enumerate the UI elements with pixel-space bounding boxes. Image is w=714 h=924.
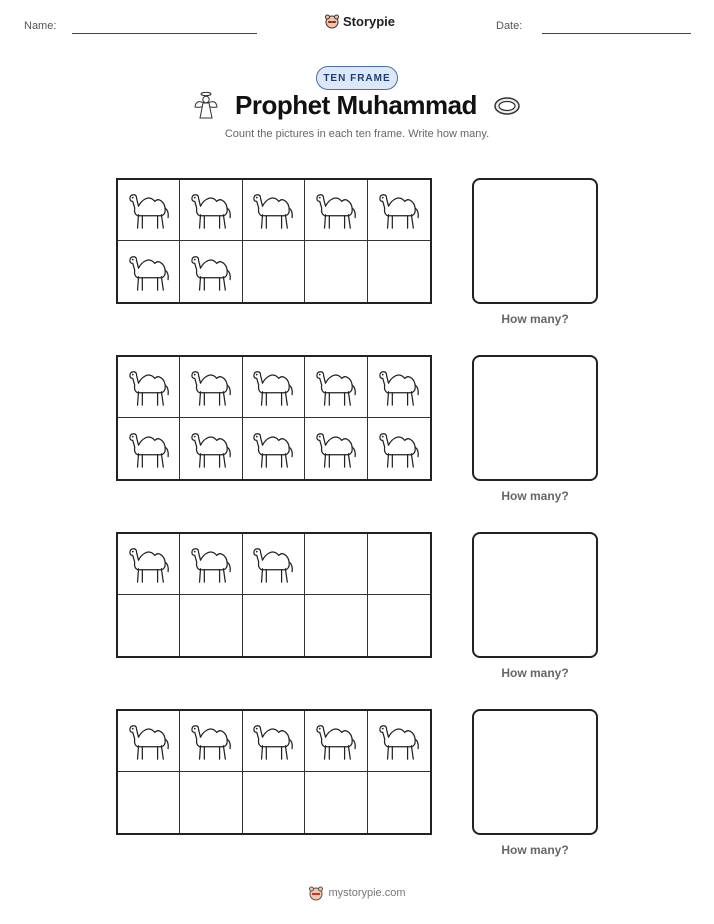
ten-frame-cell: [180, 534, 242, 595]
ten-frame-cell: [305, 241, 367, 302]
ring-icon: [493, 95, 521, 117]
camel-icon: [188, 720, 234, 762]
camel-icon: [188, 366, 234, 408]
camel-icon: [250, 189, 296, 231]
ten-frame-cell: [180, 357, 242, 418]
camel-icon: [126, 720, 172, 762]
ten-frame-cell: [243, 357, 305, 418]
camel-icon: [126, 251, 172, 293]
ten-frame-cell: [180, 711, 242, 772]
ten-frame-cell: [118, 595, 180, 656]
ten-frame-cell: [243, 418, 305, 479]
ten-frame-cell: [368, 180, 430, 241]
camel-icon: [250, 428, 296, 470]
frame-row-4: [0, 709, 714, 869]
ten-frame-cell: [243, 180, 305, 241]
how-many-label: How many?: [501, 312, 569, 326]
ten-frame-cell: [305, 357, 367, 418]
ten-frame-cell: [368, 772, 430, 833]
ten-frame-cell: [118, 418, 180, 479]
camel-icon: [250, 366, 296, 408]
page-title: Prophet Muhammad: [235, 90, 477, 120]
answer-box[interactable]: [472, 709, 598, 835]
ten-frame: [116, 355, 432, 481]
ten-frame-cell: [305, 772, 367, 833]
camel-icon: [126, 543, 172, 585]
ten-frame-cell: [243, 241, 305, 302]
camel-icon: [313, 366, 359, 408]
brand-logo: [324, 13, 395, 29]
storypie-mascot-icon: [324, 13, 340, 29]
ten-frame-cell: [305, 180, 367, 241]
answer-box[interactable]: [472, 532, 598, 658]
ten-frame-cell: [305, 595, 367, 656]
camel-icon: [126, 428, 172, 470]
ten-frame-cell: [368, 357, 430, 418]
camel-icon: [376, 428, 422, 470]
worksheet-type-badge: TEN FRAME: [316, 66, 398, 90]
footer: [0, 885, 714, 901]
how-many-label: How many?: [501, 666, 569, 680]
camel-icon: [188, 543, 234, 585]
ten-frame-cell: [118, 180, 180, 241]
answer-box[interactable]: [472, 355, 598, 481]
camel-icon: [313, 189, 359, 231]
how-many-label: How many?: [501, 843, 569, 857]
ten-frame-cell: [368, 241, 430, 302]
camel-icon: [250, 720, 296, 762]
ten-frame-cell: [368, 418, 430, 479]
camel-icon: [313, 428, 359, 470]
camel-icon: [376, 189, 422, 231]
ten-frame-cell: [368, 595, 430, 656]
ten-frame-cell: [305, 418, 367, 479]
ten-frame: [116, 532, 432, 658]
ten-frame-cell: [243, 534, 305, 595]
ten-frame: [116, 178, 432, 304]
camel-icon: [188, 189, 234, 231]
ten-frame-cell: [368, 534, 430, 595]
name-line[interactable]: [72, 33, 257, 34]
camel-icon: [250, 543, 296, 585]
ten-frame-cell: [180, 180, 242, 241]
ten-frame-cell: [118, 357, 180, 418]
brand-name: Storypie: [343, 13, 396, 29]
camel-icon: [188, 251, 234, 293]
ten-frame-cell: [180, 595, 242, 656]
ten-frame-cell: [118, 772, 180, 833]
name-label: Name:: [24, 20, 57, 32]
camel-icon: [376, 720, 422, 762]
camel-icon: [126, 189, 172, 231]
frame-row-2: [0, 355, 714, 515]
ten-frame-cell: [305, 711, 367, 772]
ten-frame: [116, 709, 432, 835]
ten-frame-cell: [243, 711, 305, 772]
angel-icon: [193, 91, 219, 121]
camel-icon: [376, 366, 422, 408]
date-line[interactable]: [542, 33, 691, 34]
storypie-mascot-icon: [308, 885, 324, 901]
camel-icon: [313, 720, 359, 762]
answer-box[interactable]: [472, 178, 598, 304]
ten-frame-cell: [243, 772, 305, 833]
ten-frame-cell: [305, 534, 367, 595]
ten-frame-cell: [118, 711, 180, 772]
ten-frame-cell: [368, 711, 430, 772]
ten-frame-cell: [118, 241, 180, 302]
frame-row-3: [0, 532, 714, 692]
ten-frame-cell: [118, 534, 180, 595]
date-label: Date:: [496, 20, 523, 32]
footer-url: mystorypie.com: [328, 887, 406, 899]
instructions: Count the pictures in each ten frame. Write how many.: [224, 128, 490, 140]
title-row: [0, 90, 714, 121]
ten-frame-cell: [180, 418, 242, 479]
ten-frame-cell: [243, 595, 305, 656]
ten-frame-cell: [180, 241, 242, 302]
how-many-label: How many?: [501, 489, 569, 503]
frame-row-1: [0, 178, 714, 338]
ten-frame-cell: [180, 772, 242, 833]
camel-icon: [126, 366, 172, 408]
camel-icon: [188, 428, 234, 470]
